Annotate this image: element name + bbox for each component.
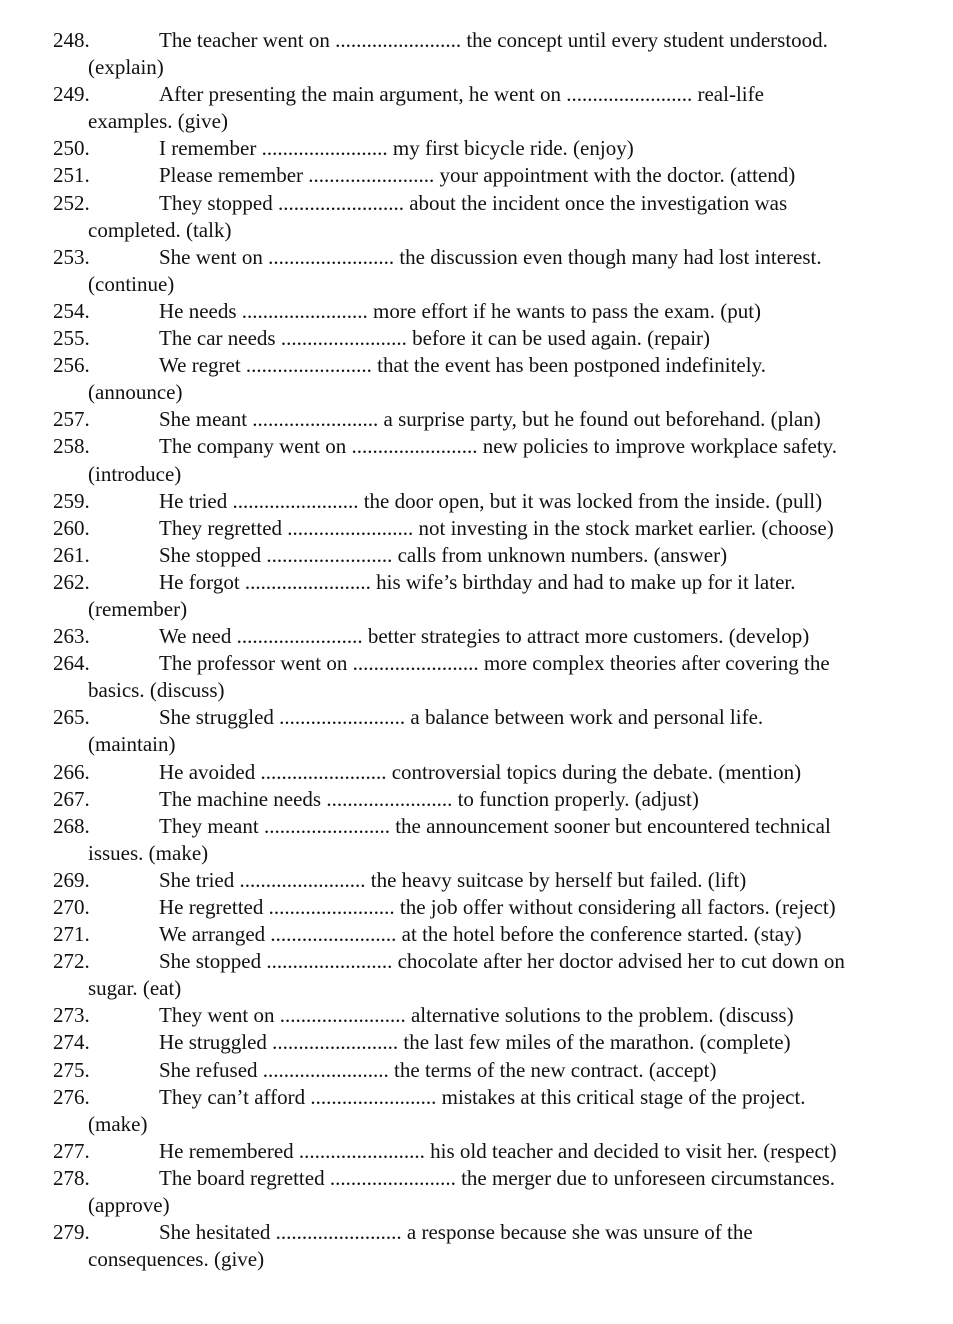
exercise-sentence: I remember ........................ my first bicycle ride. (enjoy) — [159, 136, 634, 161]
exercise-sentence: We arranged ........................ at the hotel before the conference started. (stay) — [159, 922, 802, 947]
exercise-first-line — [0, 867, 953, 894]
exercise-sentence: After presenting the main argument, he went on ........................ real-life — [159, 82, 764, 107]
exercise-first-line — [0, 650, 953, 677]
exercise-first-line — [0, 352, 953, 379]
exercise-first-line — [0, 406, 953, 433]
exercise-number: 258. — [53, 434, 90, 459]
exercise-item — [0, 27, 953, 81]
exercise-first-line — [0, 162, 953, 189]
exercise-number: 268. — [53, 813, 90, 838]
exercise-number: 251. — [53, 163, 90, 188]
exercise-first-line — [0, 325, 953, 352]
exercise-first-line — [0, 786, 953, 813]
exercise-item — [0, 813, 953, 867]
exercise-number: 273. — [53, 1003, 90, 1028]
exercise-continuation: (continue) — [88, 271, 175, 296]
exercise-number: 276. — [53, 1084, 90, 1109]
exercise-item — [0, 542, 953, 569]
exercise-continuation: sugar. (eat) — [88, 976, 182, 1001]
exercise-number: 249. — [53, 82, 90, 107]
exercise-first-line — [0, 704, 953, 731]
exercise-continuation: (explain) — [88, 55, 164, 80]
exercise-item — [0, 488, 953, 515]
exercise-sentence: He regretted ........................ the job offer without considering all factors. (reject) — [159, 895, 836, 919]
exercise-item — [0, 406, 953, 433]
exercise-number: 269. — [53, 867, 90, 892]
exercise-continuation: (introduce) — [88, 461, 182, 486]
exercise-first-line — [0, 813, 953, 840]
exercise-continuation: completed. (talk) — [88, 217, 232, 242]
exercise-number: 262. — [53, 569, 90, 594]
exercise-item — [0, 162, 953, 189]
exercise-number: 254. — [53, 298, 90, 323]
exercise-first-line — [0, 1138, 953, 1165]
exercise-sentence: We need ........................ better strategies to attract more customers. (develop) — [159, 624, 810, 649]
exercise-sentence: They can’t afford ........................ mistakes at this critical stage of the project. — [159, 1084, 806, 1109]
exercise-item — [0, 515, 953, 542]
exercise-first-line — [0, 135, 953, 162]
exercise-item — [0, 1002, 953, 1029]
exercise-continuation: issues. (make) — [88, 840, 209, 865]
exercise-item — [0, 1219, 953, 1273]
exercise-item — [0, 650, 953, 704]
exercise-item — [0, 704, 953, 758]
exercise-first-line — [0, 759, 953, 786]
exercise-first-line — [0, 1057, 953, 1084]
exercise-sentence: He avoided ........................ controversial topics during the debate. (mention) — [159, 759, 802, 784]
exercise-sentence: She went on ........................ the discussion even though many had lost interest. — [159, 244, 822, 269]
exercise-item — [0, 244, 953, 298]
exercise-first-line — [0, 1165, 953, 1192]
exercise-item — [0, 759, 953, 786]
exercise-item — [0, 1165, 953, 1219]
exercise-number: 275. — [53, 1057, 90, 1082]
exercise-continuation: examples. (give) — [88, 109, 228, 134]
exercise-first-line — [0, 298, 953, 325]
exercise-number: 271. — [53, 922, 90, 947]
exercise-sentence: They went on ........................ alternative solutions to the problem. (discuss) — [159, 1003, 794, 1028]
exercise-number: 274. — [53, 1030, 90, 1055]
exercise-number: 255. — [53, 326, 90, 351]
exercise-item — [0, 921, 953, 948]
exercise-first-line — [0, 1084, 953, 1111]
exercise-sentence: He tried ........................ the door open, but it was locked from the inside. (pull) — [159, 488, 823, 513]
exercise-item — [0, 81, 953, 135]
exercise-number: 248. — [53, 28, 90, 52]
exercise-sentence: He forgot ........................ his wife’s birthday and had to make up for it later. — [159, 569, 796, 594]
exercise-item — [0, 786, 953, 813]
exercise-number: 250. — [53, 136, 90, 161]
exercise-number: 272. — [53, 949, 90, 974]
exercise-continuation: (maintain) — [88, 732, 176, 757]
exercise-sentence: The teacher went on ........................ the concept until every student understood. — [159, 28, 828, 52]
exercise-sentence: He remembered ........................ his old teacher and decided to visit her. (respect) — [159, 1138, 837, 1163]
exercise-number: 259. — [53, 488, 90, 513]
exercise-first-line — [0, 948, 953, 975]
exercise-number: 277. — [53, 1138, 90, 1163]
exercise-sentence: We regret ........................ that the event has been postponed indefinitely. — [159, 353, 766, 378]
exercise-sentence: She tried ........................ the heavy suitcase by herself but failed. (lift) — [159, 867, 747, 892]
exercise-item — [0, 1138, 953, 1165]
exercise-sentence: She stopped ........................ calls from unknown numbers. (answer) — [159, 542, 728, 567]
exercise-sentence: She struggled ........................ a balance between work and personal life. — [159, 705, 764, 730]
exercise-number: 266. — [53, 759, 90, 784]
exercise-first-line — [0, 894, 953, 921]
exercise-continuation: (approve) — [88, 1193, 170, 1218]
exercise-number: 278. — [53, 1165, 90, 1190]
exercise-item — [0, 1057, 953, 1084]
exercise-number: 261. — [53, 542, 90, 567]
exercise-first-line — [0, 1219, 953, 1246]
exercise-sentence: The car needs ........................ before it can be used again. (repair) — [159, 326, 711, 351]
exercise-sentence: The board regretted ........................ the merger due to unforeseen circumstances. — [159, 1165, 836, 1190]
exercise-first-line — [0, 27, 953, 54]
exercise-first-line — [0, 1002, 953, 1029]
exercise-continuation: (make) — [88, 1111, 148, 1136]
exercise-number: 260. — [53, 515, 90, 540]
exercise-item — [0, 867, 953, 894]
exercise-item — [0, 948, 953, 1002]
exercise-number: 264. — [53, 651, 90, 676]
exercise-sentence: They regretted ........................ not investing in the stock market earlier. (choose) — [159, 515, 834, 540]
exercise-number: 252. — [53, 190, 90, 215]
exercise-item — [0, 623, 953, 650]
exercise-sentence: Please remember ........................ your appointment with the doctor. (attend) — [159, 163, 796, 188]
exercise-sentence: They meant ........................ the announcement sooner but encountered technical — [159, 813, 831, 838]
exercise-continuation: (remember) — [88, 596, 188, 621]
exercise-number: 270. — [53, 895, 90, 919]
exercise-first-line — [0, 488, 953, 515]
exercise-number: 267. — [53, 786, 90, 811]
exercise-item — [0, 1029, 953, 1056]
exercise-sentence: He struggled ........................ the last few miles of the marathon. (complete) — [159, 1030, 791, 1055]
exercise-number: 256. — [53, 353, 90, 378]
exercise-first-line — [0, 569, 953, 596]
exercise-item — [0, 298, 953, 325]
exercise-first-line — [0, 515, 953, 542]
exercise-number: 257. — [53, 407, 90, 432]
exercise-first-line — [0, 433, 953, 460]
exercise-sentence: He needs ........................ more effort if he wants to pass the exam. (put) — [159, 298, 762, 323]
exercise-sentence: They stopped ........................ about the incident once the investigation was — [159, 190, 788, 215]
exercise-item — [0, 894, 953, 921]
exercise-sentence: She stopped ........................ chocolate after her doctor advised her to cut down on — [159, 949, 845, 974]
exercise-sentence: She refused ........................ the terms of the new contract. (accept) — [159, 1057, 717, 1082]
exercise-first-line — [0, 244, 953, 271]
exercise-list — [0, 27, 953, 1273]
exercise-first-line — [0, 542, 953, 569]
exercise-first-line — [0, 81, 953, 108]
exercise-first-line — [0, 190, 953, 217]
exercise-number: 263. — [53, 624, 90, 649]
exercise-item — [0, 135, 953, 162]
exercise-first-line — [0, 1029, 953, 1056]
exercise-continuation: basics. (discuss) — [88, 678, 225, 703]
exercise-item — [0, 325, 953, 352]
exercise-number: 265. — [53, 705, 90, 730]
exercise-number: 279. — [53, 1220, 90, 1245]
exercise-item — [0, 1084, 953, 1138]
exercise-sentence: She hesitated ........................ a response because she was unsure of the — [159, 1220, 753, 1245]
exercise-sentence: She meant ........................ a surprise party, but he found out beforehand. (plan) — [159, 407, 821, 432]
exercise-first-line — [0, 623, 953, 650]
exercise-sentence: The professor went on ........................ more complex theories after covering the — [159, 651, 830, 676]
exercise-number: 253. — [53, 244, 90, 269]
exercise-page — [0, 27, 953, 1273]
exercise-continuation: (announce) — [88, 380, 183, 405]
exercise-item — [0, 433, 953, 487]
exercise-item — [0, 352, 953, 406]
exercise-item — [0, 190, 953, 244]
exercise-continuation: consequences. (give) — [88, 1247, 265, 1272]
exercise-item — [0, 569, 953, 623]
exercise-sentence: The company went on ........................ new policies to improve workplace safety. — [159, 434, 838, 459]
exercise-sentence: The machine needs ........................ to function properly. (adjust) — [159, 786, 699, 811]
exercise-first-line — [0, 921, 953, 948]
